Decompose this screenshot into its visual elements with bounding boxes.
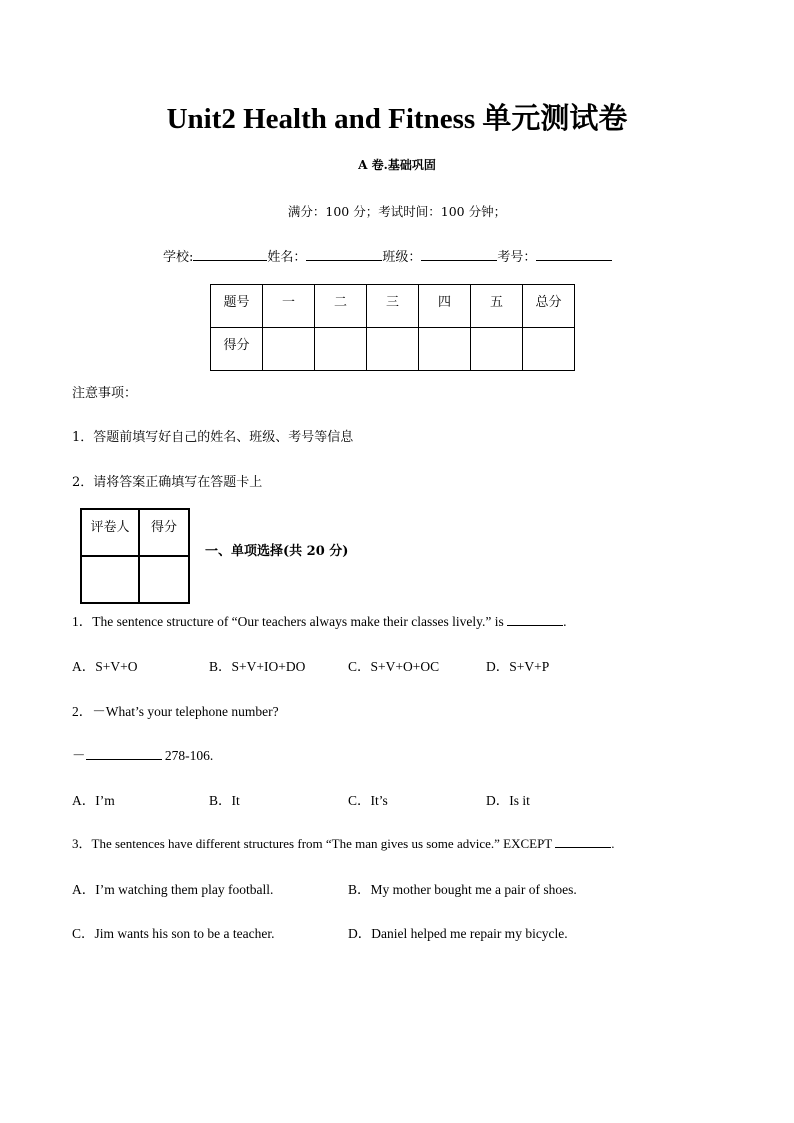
grader-header-cell: 得分	[139, 509, 189, 556]
question-1-text: 1．The sentence structure of “Our teachers always make their classes lively.” is	[72, 614, 504, 629]
school-label: 学校:	[163, 250, 194, 265]
question-2-reply	[72, 744, 213, 764]
question-1-blank[interactable]	[507, 612, 563, 626]
option-c[interactable]: C．It’s	[348, 793, 388, 808]
question-2-dash: －	[72, 748, 86, 763]
id-label: 考号：	[497, 250, 537, 265]
score-row-label: 得分	[211, 328, 263, 371]
option-d[interactable]: D．S+V+P	[486, 659, 550, 674]
note-item: 1．答题前填写好自己的姓名、班级、考号等信息	[72, 430, 354, 445]
option-a[interactable]: A．I’m watching them play football.	[72, 882, 274, 897]
score-header-cell: 四	[419, 285, 471, 328]
id-blank[interactable]	[536, 246, 612, 261]
note-item: 2．请将答案正确填写在答题卡上	[72, 475, 263, 490]
score-cell[interactable]	[523, 328, 575, 371]
question-2-stem: 2．－What’s your telephone number?	[72, 704, 279, 719]
option-a[interactable]: A．S+V+O	[72, 659, 138, 674]
paper-subtitle: A 卷.基础巩固	[358, 158, 436, 172]
score-cell[interactable]	[471, 328, 523, 371]
score-header-cell: 题号	[211, 285, 263, 328]
name-label: 姓名：	[267, 250, 307, 265]
question-1-period: .	[563, 614, 567, 629]
page-title: Unit2 Health and Fitness 单元测试卷	[166, 103, 628, 135]
option-a[interactable]: A．I’m	[72, 793, 115, 808]
exam-meta: 满分：100 分；考试时间：100 分钟；	[287, 204, 507, 219]
grader-cell[interactable]	[81, 556, 139, 603]
score-table-header-row	[211, 285, 575, 328]
grader-input-row	[81, 556, 189, 603]
notes-heading: 注意事项：	[72, 386, 138, 401]
option-d[interactable]: D．Daniel helped me repair my bicycle.	[348, 926, 568, 941]
question-1-stem	[72, 610, 566, 630]
grader-header-cell: 评卷人	[81, 509, 139, 556]
score-header-cell: 三	[367, 285, 419, 328]
score-table	[210, 284, 575, 371]
grader-header-row	[81, 509, 189, 556]
score-cell[interactable]	[367, 328, 419, 371]
class-label: 班级：	[382, 250, 422, 265]
score-header-cell: 二	[315, 285, 367, 328]
section-heading: 一、单项选择(共 20 分)	[205, 544, 349, 559]
name-blank[interactable]	[306, 246, 382, 261]
score-cell[interactable]	[315, 328, 367, 371]
student-info-line	[163, 246, 612, 265]
grader-score-cell[interactable]	[139, 556, 189, 603]
question-3-stem	[72, 833, 615, 852]
score-table-score-row	[211, 328, 575, 371]
option-b[interactable]: B．It	[209, 793, 240, 808]
option-d[interactable]: D．Is it	[486, 793, 530, 808]
school-blank[interactable]	[193, 246, 267, 261]
score-cell[interactable]	[263, 328, 315, 371]
class-blank[interactable]	[421, 246, 497, 261]
score-cell[interactable]	[419, 328, 471, 371]
grader-table	[80, 508, 190, 604]
question-3-text: 3．The sentences have different structures from “The man gives us some advice.” EXCEPT	[72, 836, 553, 851]
option-b[interactable]: B．My mother bought me a pair of shoes.	[348, 882, 577, 897]
score-header-cell: 总分	[523, 285, 575, 328]
question-3-period: .	[611, 836, 615, 851]
option-c[interactable]: C．S+V+O+OC	[348, 659, 440, 674]
option-c[interactable]: C．Jim wants his son to be a teacher.	[72, 926, 275, 941]
score-header-cell: 五	[471, 285, 523, 328]
question-2-blank[interactable]	[86, 746, 162, 760]
question-3-blank[interactable]	[555, 834, 611, 848]
question-2-number: 278-106.	[161, 748, 214, 763]
score-header-cell: 一	[263, 285, 315, 328]
option-b[interactable]: B．S+V+IO+DO	[209, 659, 306, 674]
